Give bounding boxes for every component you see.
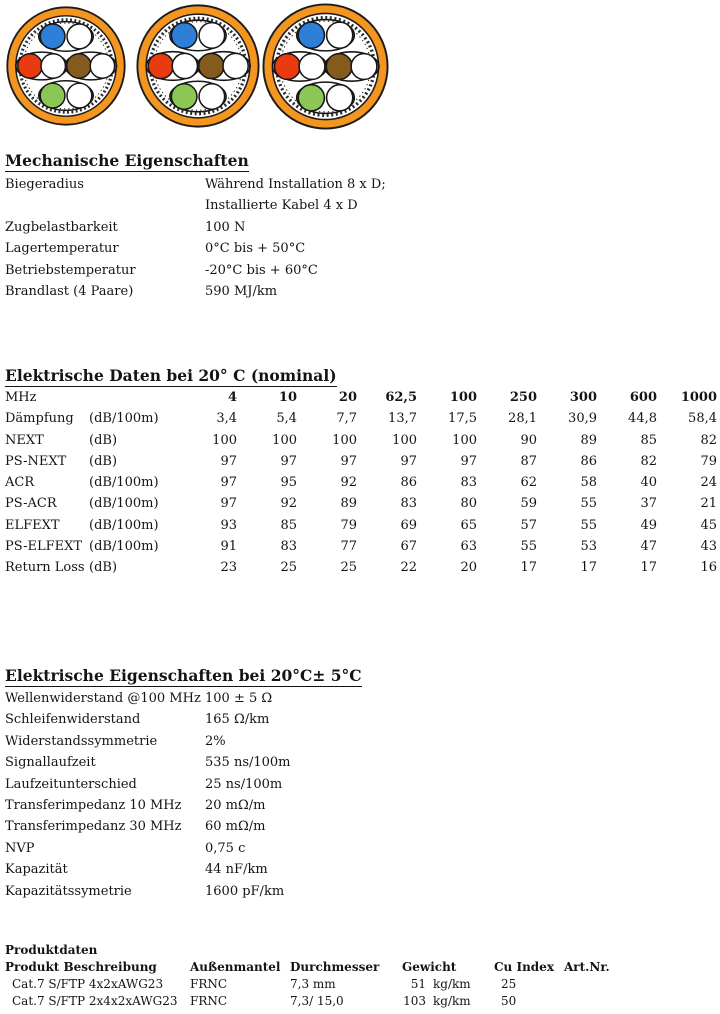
property-value: 1600 pF/km (205, 883, 285, 899)
table-row-acr (5, 475, 717, 496)
property-row (5, 691, 717, 712)
row-label: Return Loss (5, 560, 85, 576)
col-header-jacket: Außenmantel (190, 960, 281, 974)
weight-value: 51 (410, 977, 426, 991)
property-value: -20°C bis + 60°C (205, 262, 318, 278)
table-cell: 67 (400, 539, 417, 555)
table-cell: 43 (700, 539, 717, 555)
table-cell: 91 (220, 539, 237, 555)
electrical-properties-section (5, 666, 717, 905)
weight-unit: kg/km (433, 977, 471, 991)
product-jacket: FRNC (190, 994, 228, 1008)
property-label: Wellenwiderstand @100 MHz (5, 691, 201, 706)
table-cell: 100 (452, 432, 477, 448)
property-label: Transferimpedanz 10 MHz (5, 797, 182, 813)
table-cell: 25 (280, 560, 297, 576)
product-data-section (5, 942, 717, 1011)
product-weight (402, 977, 494, 991)
freq-header-cell: 250 (509, 390, 537, 405)
property-value: 535 ns/100m (205, 755, 291, 771)
property-row (5, 241, 717, 262)
product-diameter: 7,3 mm (290, 977, 336, 991)
product-row (5, 977, 717, 994)
table-cell: 85 (640, 432, 657, 448)
table-row-ps-acr (5, 496, 717, 517)
table-cell: 89 (340, 496, 357, 512)
property-label: Zugbelastbarkeit (5, 219, 118, 235)
property-label: Widerstandssymmetrie (5, 733, 158, 749)
table-cell: 82 (640, 453, 657, 469)
cable-diagram-2 (135, 3, 261, 129)
col-header-diameter: Durchmesser (290, 960, 380, 974)
table-cell: 92 (340, 475, 357, 491)
property-value: 100 N (205, 219, 246, 235)
table-cell: 7,7 (336, 411, 357, 427)
table-cell: 62 (520, 475, 537, 491)
table-cell: 87 (520, 453, 537, 469)
property-row (5, 841, 717, 862)
property-label: Brandlast (4 Paare) (5, 283, 134, 299)
freq-header-cell: 600 (629, 390, 657, 405)
table-cell: 79 (700, 453, 717, 469)
property-row (5, 862, 717, 883)
col-header-weight: Gewicht (402, 960, 457, 974)
table-cell: 3,4 (216, 411, 237, 427)
property-value: Installierte Kabel 4 x D (205, 198, 358, 214)
row-label: PS-NEXT (5, 453, 67, 469)
freq-header-cell: 4 (227, 390, 237, 405)
row-label: Dämpfung (5, 411, 74, 427)
freq-header-cell: 100 (449, 390, 477, 405)
product-weight (402, 994, 494, 1008)
table-cell: 77 (340, 539, 357, 555)
table-cell: 45 (700, 517, 717, 533)
table-cell: 100 (212, 432, 237, 448)
freq-header-cell: 300 (569, 390, 597, 405)
table-cell: 92 (280, 496, 297, 512)
col-header-cu-index: Cu Index (494, 960, 554, 974)
product-cu-index: 25 (501, 977, 517, 991)
cable-diagram-3 (261, 2, 390, 131)
product-row (5, 994, 717, 1011)
table-cell: 20 (460, 560, 477, 576)
table-cell: 22 (400, 560, 417, 576)
row-unit: (dB) (89, 560, 118, 576)
table-cell: 97 (460, 453, 477, 469)
product-jacket: FRNC (190, 977, 228, 991)
property-value: 165 Ω/km (205, 712, 270, 728)
product-diameter: 7,3/ 15,0 (290, 994, 344, 1008)
table-cell: 53 (580, 539, 597, 555)
property-label: Laufzeitunterschied (5, 776, 137, 792)
frequency-label: MHz (5, 390, 37, 405)
electrical-data-table (5, 390, 717, 582)
property-value: 2% (205, 733, 226, 749)
table-cell: 100 (272, 432, 297, 448)
property-label: Schleifenwiderstand (5, 712, 141, 728)
property-value: 0°C bis + 50°C (205, 241, 306, 257)
row-unit: (dB/100m) (89, 539, 159, 555)
property-label: Kapazität (5, 862, 68, 878)
section-title-product-data: Produktdaten (5, 943, 98, 957)
table-cell: 85 (280, 517, 297, 533)
property-value: 100 ± 5 Ω (205, 691, 273, 706)
table-cell: 55 (520, 539, 537, 555)
product-cu-index: 50 (501, 994, 517, 1008)
property-label: Lagertemperatur (5, 241, 119, 257)
row-label: PS-ACR (5, 496, 57, 512)
weight-value: 103 (403, 994, 426, 1008)
table-cell: 24 (700, 475, 717, 491)
product-description: Cat.7 S/FTP 4x2xAWG23 (12, 977, 164, 991)
table-cell: 89 (580, 432, 597, 448)
table-cell: 97 (220, 475, 237, 491)
product-table-header (5, 960, 717, 977)
property-row (5, 734, 717, 755)
mechanical-properties-section (5, 151, 717, 305)
table-cell: 58 (580, 475, 597, 491)
property-value: Während Installation 8 x D; (205, 177, 386, 192)
section-title-electrical-properties: Elektrische Eigenschaften bei 20°C± 5°C (5, 666, 362, 685)
table-cell: 90 (520, 432, 537, 448)
table-cell: 13,7 (388, 411, 417, 427)
row-unit: (dB) (89, 432, 118, 448)
table-cell: 47 (640, 539, 657, 555)
table-cell: 86 (400, 475, 417, 491)
weight-unit: kg/km (433, 994, 471, 1008)
row-unit: (dB/100m) (89, 475, 159, 491)
table-cell: 17 (520, 560, 537, 576)
freq-header-cell: 1000 (680, 390, 717, 405)
section-title-mechanical: Mechanische Eigenschaften (5, 151, 249, 170)
property-value: 60 mΩ/m (205, 819, 266, 835)
property-value: 44 nF/km (205, 862, 268, 878)
table-cell: 97 (220, 496, 237, 512)
table-cell: 28,1 (508, 411, 537, 427)
table-cell: 40 (640, 475, 657, 491)
table-cell: 37 (640, 496, 657, 512)
property-row (5, 198, 717, 219)
property-label: Transferimpedanz 30 MHz (5, 819, 182, 835)
col-header-art-nr: Art.Nr. (564, 960, 610, 974)
table-cell: 83 (460, 475, 477, 491)
table-cell: 97 (220, 453, 237, 469)
product-description: Cat.7 S/FTP 2x4x2xAWG23 (12, 994, 178, 1008)
table-cell: 95 (280, 475, 297, 491)
table-row-return-loss (5, 560, 717, 581)
table-cell: 30,9 (568, 411, 597, 427)
table-cell: 55 (580, 517, 597, 533)
table-cell: 44,8 (628, 411, 657, 427)
property-value: 590 MJ/km (205, 283, 278, 299)
property-label: NVP (5, 840, 35, 856)
table-cell: 55 (580, 496, 597, 512)
property-row (5, 263, 717, 284)
section-title-electrical-data: Elektrische Daten bei 20° C (nominal) (5, 366, 337, 385)
property-row (5, 712, 717, 733)
cable-diagram-1 (5, 5, 127, 127)
table-row-ps-elfext (5, 539, 717, 560)
property-row (5, 177, 717, 198)
table-row-elfext (5, 518, 717, 539)
row-unit: (dB) (89, 453, 118, 469)
row-unit: (dB/100m) (89, 517, 159, 533)
property-row (5, 798, 717, 819)
table-cell: 58,4 (688, 411, 717, 427)
property-label: Betriebstemperatur (5, 262, 136, 278)
row-label: NEXT (5, 432, 44, 448)
table-cell: 17 (580, 560, 597, 576)
table-cell: 69 (400, 517, 417, 533)
property-row (5, 777, 717, 798)
table-row-ps-next (5, 454, 717, 475)
table-cell: 63 (460, 539, 477, 555)
property-label: Biegeradius (5, 177, 84, 192)
table-cell: 86 (580, 453, 597, 469)
table-cell: 80 (460, 496, 477, 512)
table-row-next (5, 433, 717, 454)
property-row (5, 755, 717, 776)
table-cell: 25 (340, 560, 357, 576)
table-cell: 5,4 (276, 411, 297, 427)
property-row (5, 819, 717, 840)
table-cell: 17 (640, 560, 657, 576)
table-cell: 83 (400, 496, 417, 512)
freq-header-cell: 10 (278, 390, 297, 405)
table-cell: 97 (400, 453, 417, 469)
table-cell: 49 (640, 517, 657, 533)
table-cell: 21 (700, 496, 717, 512)
table-row-daempfung (5, 411, 717, 432)
electrical-properties-rows (5, 691, 717, 905)
table-cell: 97 (340, 453, 357, 469)
property-label: Signallaufzeit (5, 755, 96, 771)
mechanical-rows (5, 177, 717, 305)
freq-header-cell: 20 (338, 390, 357, 405)
property-row (5, 220, 717, 241)
table-cell: 57 (520, 517, 537, 533)
row-label: ELFEXT (5, 517, 60, 533)
property-row (5, 884, 717, 905)
table-cell: 59 (520, 496, 537, 512)
property-value: 0,75 c (205, 840, 246, 856)
table-cell: 100 (392, 432, 417, 448)
table-cell: 65 (460, 517, 477, 533)
row-unit: (dB/100m) (89, 496, 159, 512)
freq-header-cell: 62,5 (385, 390, 417, 405)
table-cell: 100 (332, 432, 357, 448)
cable-cross-section-images (5, 2, 390, 131)
table-header-row (5, 390, 717, 411)
table-cell: 83 (280, 539, 297, 555)
property-label: Kapazitätssymetrie (5, 883, 132, 899)
row-unit: (dB/100m) (89, 411, 159, 427)
property-value: 25 ns/100m (205, 776, 283, 792)
property-value: 20 mΩ/m (205, 797, 266, 813)
electrical-data-section (5, 366, 717, 582)
table-cell: 17,5 (448, 411, 477, 427)
table-cell: 97 (280, 453, 297, 469)
table-cell: 93 (220, 517, 237, 533)
property-row (5, 284, 717, 305)
row-label: PS-ELFEXT (5, 539, 83, 555)
table-cell: 79 (340, 517, 357, 533)
table-cell: 23 (220, 560, 237, 576)
row-label: ACR (5, 475, 35, 491)
table-cell: 16 (700, 560, 717, 576)
col-header-description: Produkt Beschreibung (5, 960, 157, 974)
table-cell: 82 (700, 432, 717, 448)
